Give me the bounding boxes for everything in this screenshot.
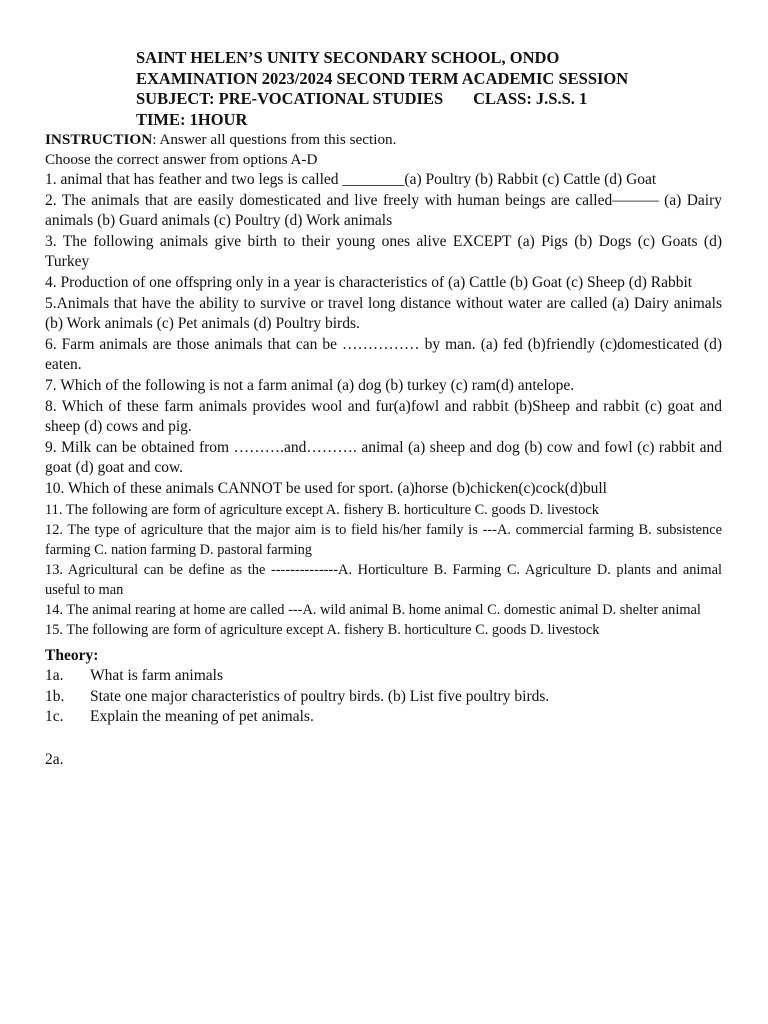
time-label: TIME: 1HOUR [136, 109, 248, 129]
subject-label: SUBJECT: PRE-VOCATIONAL STUDIES [136, 89, 444, 108]
question-4: 4. Production of one offspring only in a year is characteristics of (a) Cattle (b) Goat (c) Sheep (d) Rabbit [45, 273, 693, 291]
theory-item-text: State one major characteristics of poultry birds. (b) List five poultry birds. [90, 687, 550, 705]
theory-item-number: 1a. [45, 667, 64, 685]
class-label: CLASS: J.S.S. 1 [473, 89, 588, 108]
question-2: 2. The animals that are easily domesticated and live freely with human beings are called——— (a) Dairy animals (b) Guard animals (c) Poultry (d) Work animals [45, 191, 722, 230]
question-1: 1. animal that has feather and two legs is called ________(a) Poultry (b) Rabbit (c) Cattle (d) Goat [45, 171, 657, 188]
theory-item-1c [45, 707, 722, 728]
question-11: 11. The following are form of agriculture except A. fishery B. horticulture C. goods D. livestock [45, 501, 599, 518]
instruction-text: : Answer all questions from this section. [152, 131, 397, 148]
theory-title: Theory: [45, 646, 99, 664]
theory-item-number: 1c. [45, 708, 64, 726]
question-8: 8. Which of these farm animals provides wool and fur(a)fowl and rabbit (b)Sheep and rabbit (c) goat and sheep (d) cows and pig. [45, 397, 722, 436]
theory-item-text: What is farm animals [90, 667, 223, 685]
question-9: 9. Milk can be obtained from ……….and………. animal (a) sheep and dog (b) cow and fowl (c) rabbit and goat (d) goat and cow. [45, 438, 722, 477]
question-10: 10. Which of these animals CANNOT be used for sport. (a)horse (b)chicken(c)cock(d)bull [45, 479, 607, 497]
theory-item-1b [45, 687, 722, 708]
question-7: 7. Which of the following is not a farm animal (a) dog (b) turkey (c) ram(d) antelope. [45, 376, 575, 394]
question-14: 14. The animal rearing at home are called ---A. wild animal B. home animal C. domestic animal D. shelter animal [45, 601, 701, 618]
question-15: 15. The following are form of agriculture except A. fishery B. horticulture C. goods D. livestock [45, 621, 600, 638]
question-12: 12. The type of agriculture that the major aim is to field his/her family is ---A. commercial farming B. subsistence farming C. nation farming D. pastoral farming [45, 521, 722, 558]
theory-item-2a: 2a. [45, 750, 64, 768]
question-5: 5.Animals that have the ability to survive or travel long distance without water are called (a) Dairy animals (b) Work animals (c) Pet animals (d) Poultry birds. [45, 294, 722, 333]
question-6: 6. Farm animals are those animals that can be …………… by man. (a) fed (b)friendly (c)domesticated (d) eaten. [45, 335, 722, 374]
exam-header [136, 48, 756, 130]
exam-session: EXAMINATION 2023/2024 SECOND TERM ACADEMIC SESSION [136, 68, 629, 88]
school-name: SAINT HELEN’S UNITY SECONDARY SCHOOL, ONDO [136, 48, 560, 67]
subject-class-line [136, 89, 756, 110]
theory-item-1a [45, 666, 722, 687]
theory-item-number: 1b. [45, 687, 65, 705]
exam-body [45, 130, 722, 770]
theory-item-text: Explain the meaning of pet animals. [90, 708, 314, 726]
instruction-line [45, 130, 722, 150]
question-3: 3. The following animals give birth to their young ones alive EXCEPT (a) Pigs (b) Dogs (c) Goats (d) Turkey [45, 232, 722, 271]
question-13: 13. Agricultural can be define as the --------------A. Horticulture B. Farming C. Agriculture D. plants and animal useful to man [45, 561, 722, 598]
instruction-label: INSTRUCTION [45, 131, 153, 148]
instruction-sub: Choose the correct answer from options A-D [45, 151, 318, 168]
